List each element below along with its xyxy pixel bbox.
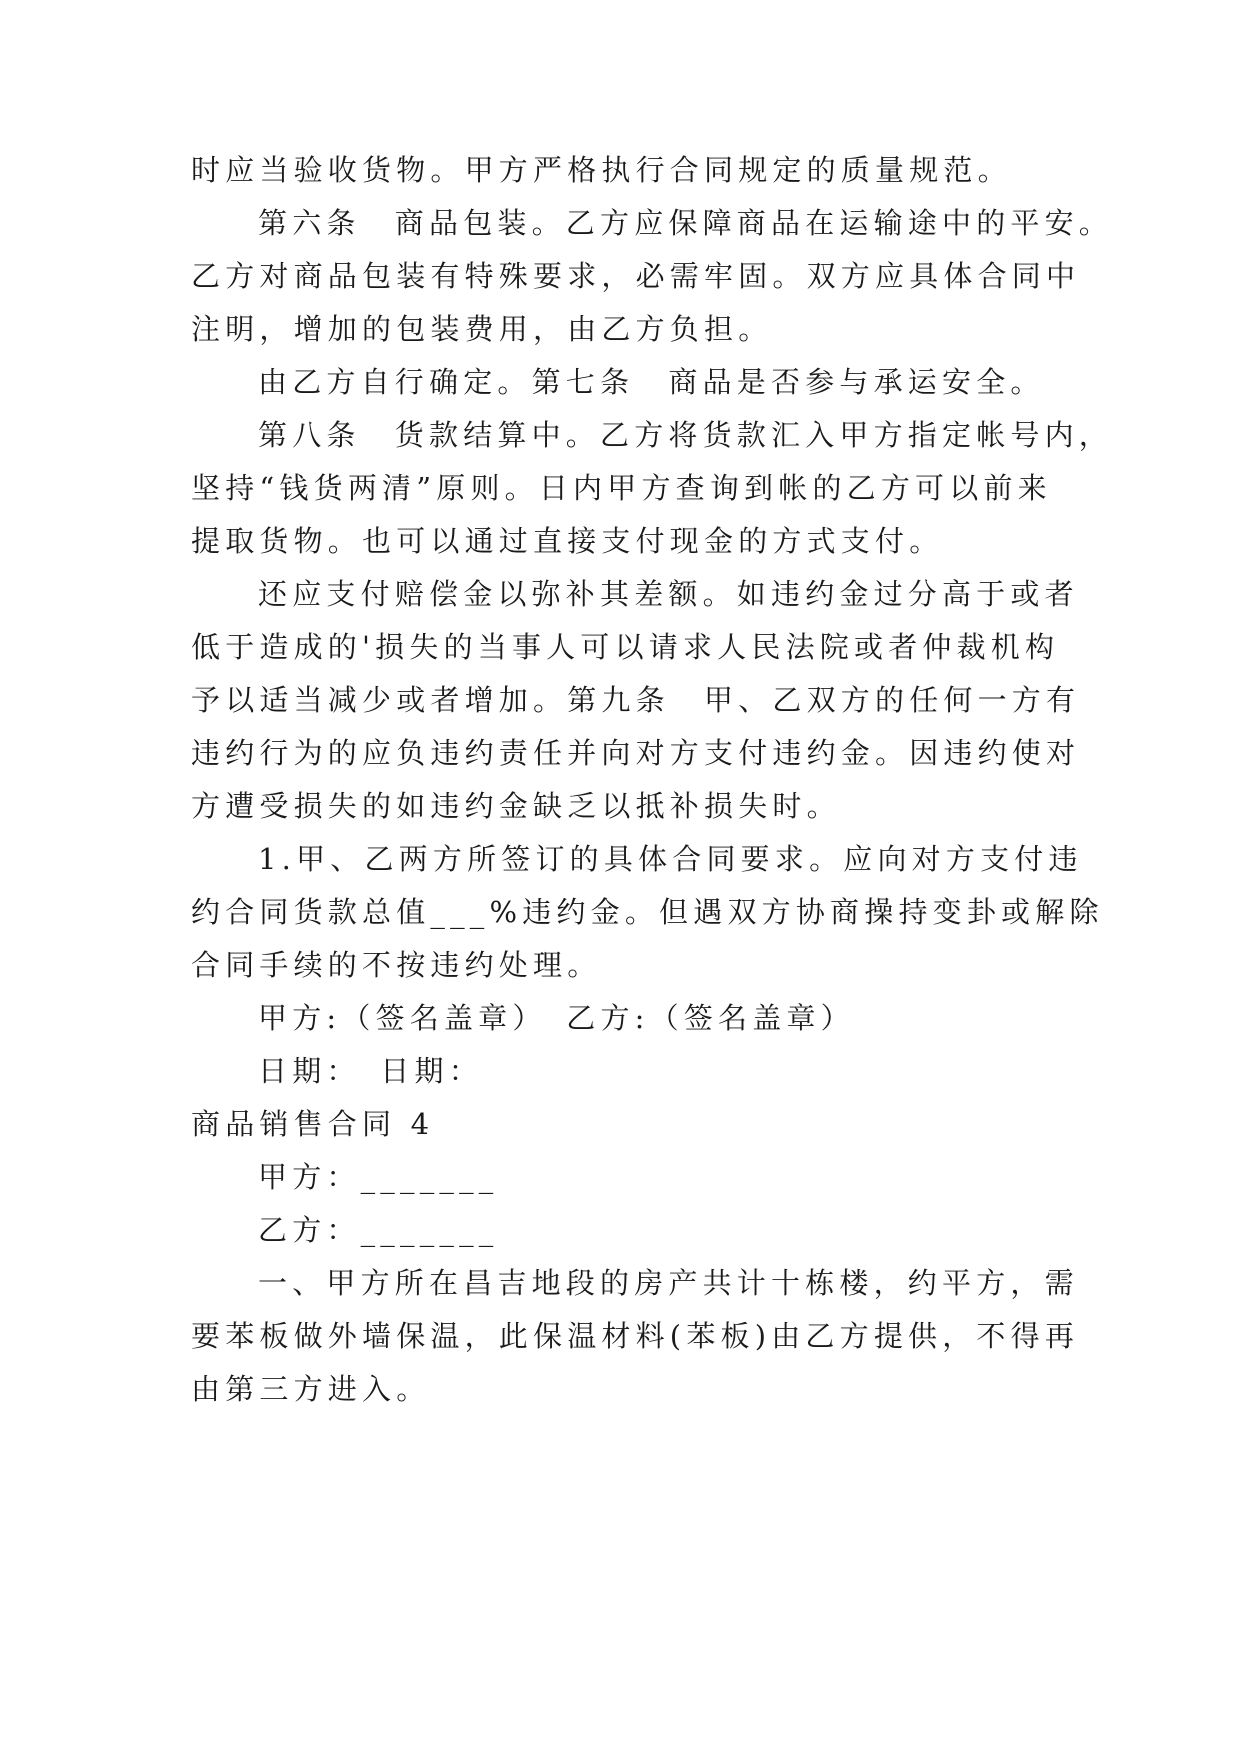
penalty-paragraph-line-4: 违约行为的应负违约责任并向对方支付违约金。因违约使对 (191, 736, 1081, 770)
clause-1-line-2: 约合同货款总值___%违约金。但遇双方协商操持变卦或解除 (191, 895, 1104, 929)
penalty-paragraph-line-2: 低于造成的'损失的当事人可以请求人民法院或者仲裁机构 (191, 630, 1060, 664)
date-line: 日期： 日期： (258, 1054, 483, 1088)
contract-4-title: 商品销售合同 4 (191, 1107, 435, 1141)
penalty-paragraph-line-1: 还应支付赔偿金以弥补其差额。如违约金过分高于或者 (258, 577, 1079, 611)
body-line-3: 乙方对商品包装有特殊要求，必需牢固。双方应具体合同中 (191, 259, 1081, 293)
article-7-line: 由乙方自行确定。第七条 商品是否参与承运安全。 (258, 365, 1045, 399)
body-line-8: 提取货物。也可以通过直接支付现金的方式支付。 (191, 524, 944, 558)
section-1-line-1: 一、甲方所在昌吉地段的房产共计十栋楼，约平方，需 (258, 1266, 1079, 1300)
penalty-paragraph-line-3: 予以适当减少或者增加。第九条 甲、乙双方的任何一方有 (191, 683, 1081, 717)
clause-1-line-3: 合同手续的不按违约处理。 (191, 948, 602, 982)
body-line-4: 注明，增加的包装费用，由乙方负担。 (191, 312, 773, 346)
article-8-line: 第八条 货款结算中。乙方将货款汇入甲方指定帐号内， (258, 418, 1114, 452)
section-1-line-2: 要苯板做外墙保温，此保温材料(苯板)由乙方提供，不得再 (191, 1319, 1080, 1353)
penalty-paragraph-line-5: 方遭受损失的如违约金缺乏以抵补损失时。 (191, 789, 841, 823)
party-b-line: 乙方：_______ (258, 1213, 499, 1247)
article-6-line: 第六条 商品包装。乙方应保障商品在运输途中的平安。 (258, 206, 1114, 240)
party-a-line: 甲方：_______ (258, 1160, 499, 1194)
body-line-7: 坚持“钱货两清”原则。日内甲方查询到帐的乙方可以前来 (191, 471, 1052, 505)
signature-line: 甲方:（签名盖章） 乙方:（签名盖章） (258, 1001, 855, 1035)
section-1-line-3: 由第三方进入。 (191, 1372, 431, 1406)
clause-1-line-1: 1.甲、乙两方所签订的具体合同要求。应向对方支付违 (258, 842, 1083, 876)
body-line-1: 时应当验收货物。甲方严格执行合同规定的质量规范。 (191, 153, 1012, 187)
